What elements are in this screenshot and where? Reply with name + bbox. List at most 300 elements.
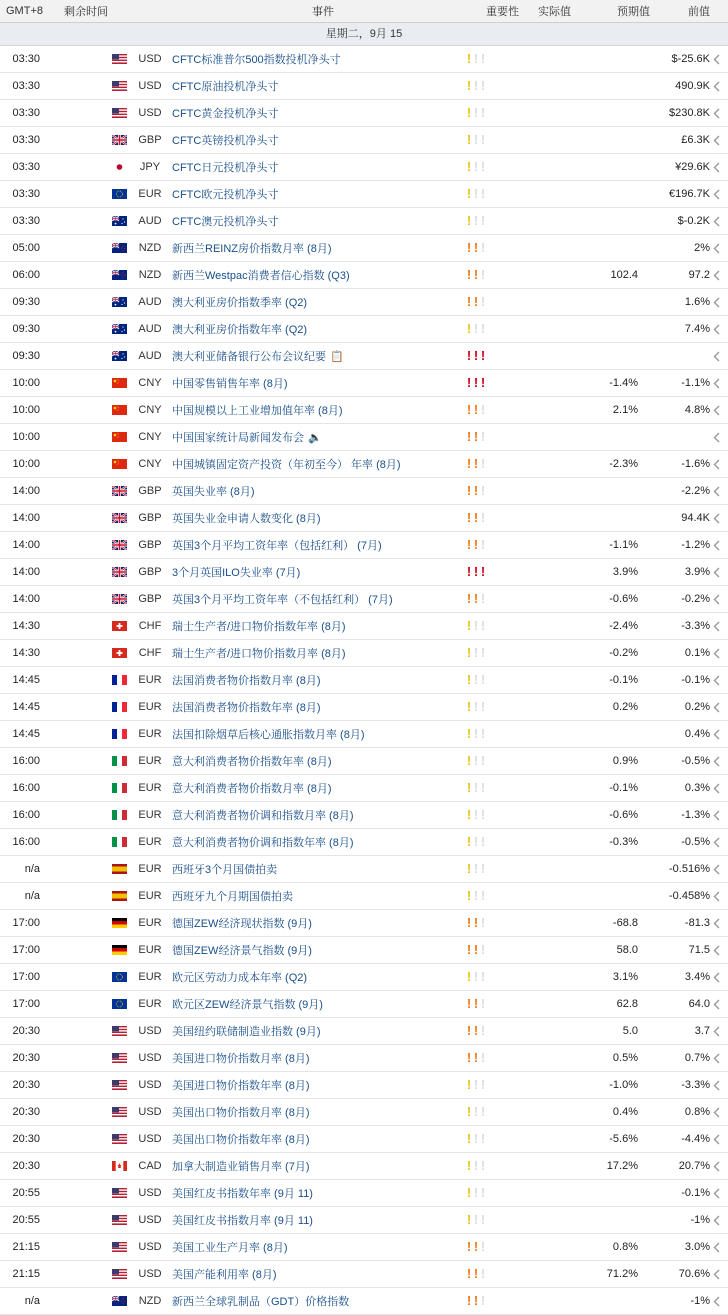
previous-value: $-0.2K [677,215,710,227]
previous-value: 3.0% [684,1241,710,1253]
event-name-label[interactable]: 澳大利亚储备银行公布会议纪要 [172,351,326,363]
event-name-label[interactable]: CFTC英镑投机净头寸 [172,135,279,147]
importance-bull-icon: ! [480,348,486,363]
event-row[interactable] [0,1180,728,1207]
previous-value: -1% [690,1214,710,1226]
event-row[interactable] [0,73,728,100]
chevron-left-icon[interactable] [710,1134,728,1145]
event-name-label[interactable]: 加拿大制造业销售月率 (7月) [172,1161,310,1173]
event-name-label[interactable]: CFTC欧元投机净头寸 [172,189,279,201]
event-row[interactable] [0,1288,728,1315]
importance-icons [466,566,514,578]
event-name-label[interactable]: 美国进口物价指数月率 (8月) [172,1053,310,1065]
flag-cell [112,216,128,226]
chevron-left-icon[interactable] [710,162,728,173]
forecast-value: 71.2% [606,1268,638,1280]
event-row[interactable] [0,1126,728,1153]
event-row[interactable] [0,424,728,451]
event-row[interactable] [0,1099,728,1126]
event-name-label[interactable]: 美国产能利用率 (8月) [172,1269,277,1281]
event-row[interactable] [0,748,728,775]
chevron-left-icon[interactable] [710,648,728,659]
forecast-value: 102.4 [610,269,638,281]
chevron-left-icon[interactable] [710,918,728,929]
event-time: 20:30 [12,1160,40,1172]
importance-bull-icon: ! [466,1077,472,1092]
chevron-left-icon[interactable] [710,378,728,389]
importance-bull-icon: ! [466,1104,472,1119]
event-name[interactable] [172,186,466,202]
eu-flag-icon [112,189,127,199]
importance-bull-icon: ! [466,861,472,876]
event-row[interactable] [0,316,728,343]
forecast-value: 0.8% [612,1241,638,1253]
event-name-label[interactable]: 美国出口物价指数月率 (8月) [172,1107,310,1119]
flag-cell [112,621,128,631]
event-name[interactable] [172,1239,466,1255]
event-name[interactable] [172,672,466,688]
event-time: 16:00 [12,809,40,821]
event-name[interactable] [172,132,466,148]
importance-bull-icon: ! [480,267,486,282]
event-name-label[interactable]: CFTC澳元投机净头寸 [172,216,279,228]
event-name-label[interactable]: 澳大利亚房价指数年率 (Q2) [172,324,308,336]
chevron-left-icon[interactable] [710,81,728,92]
event-name[interactable] [172,429,466,445]
event-name-label[interactable]: 西班牙3个月国债拍卖 [172,864,278,876]
event-time: 14:30 [12,620,40,632]
it-flag-icon [112,837,127,847]
event-name-label[interactable]: 中国国家统计局新闻发布会 [172,432,304,444]
event-name-label[interactable]: 美国纽约联储制造业指数 (9月) [172,1026,321,1038]
us-flag-icon [112,108,127,118]
event-name[interactable] [172,1131,466,1147]
flag-cell [112,1134,128,1144]
importance-bull-icon: ! [473,429,479,444]
currency: USD [138,1241,162,1253]
currency: USD [138,1106,162,1118]
importance-bull-icon: ! [473,132,479,147]
event-name[interactable] [172,348,466,364]
event-row[interactable] [0,883,728,910]
event-name[interactable] [172,1104,466,1120]
event-name[interactable] [172,969,466,985]
event-name[interactable] [172,1023,466,1039]
chevron-left-icon[interactable] [710,297,728,308]
chevron-left-icon[interactable] [710,54,728,65]
flag-cell [112,756,128,766]
event-row[interactable] [0,370,728,397]
event-time: 09:30 [12,296,40,308]
event-row[interactable] [0,100,728,127]
chevron-left-icon[interactable] [710,837,728,848]
event-name[interactable] [172,375,466,391]
chevron-left-icon[interactable] [710,108,728,119]
event-name[interactable] [172,1050,466,1066]
importance-bull-icon: ! [480,1077,486,1092]
event-time: 20:30 [12,1106,40,1118]
chevron-left-icon[interactable] [710,567,728,578]
chevron-left-icon[interactable] [710,756,728,767]
event-name[interactable] [172,618,466,634]
event-name[interactable] [172,699,466,715]
event-name-label[interactable]: 意大利消费者物价调和指数年率 (8月) [172,837,354,849]
flag-cell [112,432,128,442]
flag-cell [112,351,128,361]
importance-bull-icon: ! [466,915,472,930]
importance-icons [466,53,514,65]
event-name-label[interactable]: 新西兰全球乳制品（GDT）价格指数 [172,1296,350,1308]
importance-icons [466,1295,514,1307]
event-row[interactable] [0,586,728,613]
event-row[interactable] [0,991,728,1018]
importance-bull-icon: ! [473,510,479,525]
flag-cell [112,702,128,712]
chevron-left-icon[interactable] [710,405,728,416]
event-row[interactable] [0,46,728,73]
event-name[interactable] [172,1158,466,1174]
importance-bull-icon: ! [466,834,472,849]
event-name-label[interactable]: 美国进口物价指数年率 (8月) [172,1080,310,1092]
importance-bull-icon: ! [466,240,472,255]
event-row[interactable] [0,127,728,154]
event-name[interactable] [172,645,466,661]
event-row[interactable] [0,910,728,937]
eu-flag-icon [112,972,127,982]
chevron-left-icon[interactable] [710,1053,728,1064]
importance-bull-icon: ! [480,1050,486,1065]
event-name[interactable] [172,861,466,877]
previous-value: 0.8% [684,1106,710,1118]
event-row[interactable] [0,451,728,478]
event-name-label[interactable]: 意大利消费者物价指数年率 (8月) [172,756,332,768]
chevron-left-icon[interactable] [710,1080,728,1091]
event-name-label[interactable]: 法国消费者物价指数月率 (8月) [172,675,321,687]
previous-value: 71.5 [688,944,710,956]
event-name-label[interactable]: 新西兰Westpac消费者信心指数 (Q3) [172,270,350,282]
chevron-left-icon[interactable] [710,621,728,632]
importance-bull-icon: ! [466,483,472,498]
chevron-left-icon[interactable] [710,1296,728,1307]
event-name[interactable] [172,537,466,553]
event-name-label[interactable]: 3个月英国ILO失业率 (7月) [172,567,301,579]
us-flag-icon [112,54,127,64]
chevron-left-icon[interactable] [710,864,728,875]
forecast-value: 2.1% [612,404,638,416]
previous-value: 0.2% [684,701,710,713]
event-name-label[interactable]: 英国3个月平均工资年率（包括红利） (7月) [172,540,382,552]
importance-bull-icon: ! [466,105,472,120]
event-row[interactable] [0,964,728,991]
event-name-label[interactable]: 中国零售销售年率 (8月) [172,378,288,390]
importance-bull-icon: ! [480,672,486,687]
importance-icons [466,674,514,686]
flag-cell [112,513,128,523]
event-row[interactable] [0,775,728,802]
importance-bull-icon: ! [480,429,486,444]
chevron-left-icon[interactable] [710,999,728,1010]
event-row[interactable] [0,721,728,748]
importance-bull-icon: ! [473,267,479,282]
event-name-label[interactable]: CFTC标准普尔500指数投机净头寸 [172,54,341,66]
de-flag-icon [112,945,127,955]
chevron-left-icon[interactable] [710,1269,728,1280]
us-flag-icon [112,1134,127,1144]
event-name[interactable] [172,159,466,175]
event-time: 05:00 [12,242,40,254]
event-row[interactable] [0,1045,728,1072]
event-name[interactable] [172,807,466,823]
importance-bull-icon: ! [473,483,479,498]
event-name-label[interactable]: 中国规模以上工业增加值年率 (8月) [172,405,343,417]
event-row[interactable] [0,640,728,667]
importance-bull-icon: ! [466,672,472,687]
chevron-left-icon[interactable] [710,486,728,497]
importance-icons [466,998,514,1010]
event-name[interactable] [172,294,466,310]
importance-bull-icon: ! [480,213,486,228]
chevron-left-icon[interactable] [710,1026,728,1037]
it-flag-icon [112,810,127,820]
event-row[interactable] [0,235,728,262]
event-name-label[interactable]: 欧元区ZEW经济景气指数 (9月) [172,999,323,1011]
previous-value: €196.7K [669,188,710,200]
currency: EUR [138,755,162,767]
chevron-left-icon[interactable] [710,189,728,200]
event-name-label[interactable]: CFTC日元投机净头寸 [172,162,279,174]
chevron-left-icon[interactable] [710,270,728,281]
event-name[interactable] [172,915,466,931]
event-row[interactable] [0,937,728,964]
event-name-label[interactable]: 澳大利亚房价指数季率 (Q2) [172,297,308,309]
event-name-label[interactable]: 德国ZEW经济景气指数 (9月) [172,945,312,957]
currency: GBP [138,566,162,578]
event-name-label[interactable]: 中国城镇固定资产投资（年初至今） 年率 (8月) [172,459,401,471]
event-row[interactable] [0,1153,728,1180]
event-name-label[interactable]: 美国红皮书指数月率 (9月 11) [172,1215,313,1227]
event-name[interactable] [172,591,466,607]
chevron-left-icon[interactable] [710,594,728,605]
es-flag-icon [112,864,127,874]
flag-cell [112,405,128,415]
event-row[interactable] [0,262,728,289]
chevron-left-icon[interactable] [710,243,728,254]
event-row[interactable] [0,154,728,181]
event-name[interactable] [172,942,466,958]
event-row[interactable] [0,1261,728,1288]
event-time: 20:30 [12,1133,40,1145]
event-name-label[interactable]: 法国消费者物价指数年率 (8月) [172,702,321,714]
importance-bull-icon: ! [480,1104,486,1119]
event-row[interactable] [0,1234,728,1261]
importance-icons [466,215,514,227]
importance-bull-icon: ! [466,159,472,174]
event-name[interactable] [172,321,466,337]
importance-bull-icon: ! [466,78,472,93]
chevron-left-icon[interactable] [710,945,728,956]
chevron-left-icon[interactable] [710,729,728,740]
flag-cell [112,486,128,496]
flag-cell [112,378,128,388]
event-name[interactable] [172,726,466,742]
importance-bull-icon: ! [466,132,472,147]
event-name[interactable] [172,780,466,796]
event-name[interactable] [172,456,466,472]
chevron-left-icon[interactable] [710,702,728,713]
header-importance: 重要性 [486,6,519,18]
chevron-left-icon[interactable] [710,1107,728,1118]
event-name-label[interactable]: 新西兰REINZ房价指数月率 (8月) [172,243,332,255]
importance-bull-icon: ! [473,1050,479,1065]
event-name-label[interactable]: CFTC黄金投机净头寸 [172,108,279,120]
fr-flag-icon [112,702,127,712]
event-row[interactable] [0,532,728,559]
event-row[interactable] [0,1018,728,1045]
previous-value: 1.6% [684,296,710,308]
event-name[interactable] [172,1185,466,1201]
chevron-left-icon[interactable] [710,1161,728,1172]
event-name-label[interactable]: 英国失业金申请人数变化 (8月) [172,513,321,525]
event-name-label[interactable]: 美国出口物价指数年率 (8月) [172,1134,310,1146]
event-name-label[interactable]: 意大利消费者物价调和指数月率 (8月) [172,810,354,822]
previous-value: -0.2% [681,593,710,605]
event-name[interactable] [172,1293,466,1309]
event-row[interactable] [0,559,728,586]
flag-cell [112,1026,128,1036]
chevron-left-icon[interactable] [710,324,728,335]
previous-value: -4.4% [681,1133,710,1145]
event-name[interactable] [172,888,466,904]
cn-flag-icon [112,432,127,442]
chevron-left-icon[interactable] [710,1188,728,1199]
event-name[interactable] [172,105,466,121]
us-flag-icon [112,81,127,91]
header-timezone[interactable]: GMT+8 [6,5,43,17]
importance-bull-icon: ! [480,996,486,1011]
importance-icons [466,350,514,362]
event-row[interactable] [0,343,728,370]
chevron-left-icon[interactable] [710,216,728,227]
event-name[interactable] [172,213,466,229]
us-flag-icon [112,1080,127,1090]
chevron-left-icon[interactable] [710,459,728,470]
currency: CAD [138,1160,162,1172]
importance-icons [466,269,514,281]
event-name[interactable] [172,753,466,769]
event-name[interactable] [172,483,466,499]
event-time: 09:30 [12,350,40,362]
event-name[interactable] [172,510,466,526]
event-name[interactable] [172,78,466,94]
event-row[interactable] [0,613,728,640]
event-row[interactable] [0,505,728,532]
event-name-label[interactable]: 美国红皮书指数年率 (9月 11) [172,1188,313,1200]
event-name-label[interactable]: 英国失业率 (8月) [172,486,255,498]
event-row[interactable] [0,181,728,208]
chevron-left-icon[interactable] [710,783,728,794]
event-name[interactable] [172,267,466,283]
importance-icons [466,1160,514,1172]
chevron-left-icon[interactable] [710,1215,728,1226]
event-row[interactable] [0,478,728,505]
importance-bull-icon: ! [466,1050,472,1065]
currency: USD [138,1052,162,1064]
flag-cell [112,810,128,820]
flag-cell [112,945,128,955]
importance-bull-icon: ! [480,564,486,579]
chevron-left-icon[interactable] [710,432,728,443]
importance-bull-icon: ! [473,942,479,957]
chevron-left-icon[interactable] [710,351,728,362]
event-row[interactable] [0,1072,728,1099]
importance-icons [466,1052,514,1064]
chevron-left-icon[interactable] [710,1242,728,1253]
event-name[interactable] [172,834,466,850]
event-name[interactable] [172,402,466,418]
event-name-label[interactable]: 西班牙九个月期国债拍卖 [172,891,293,903]
event-name-label[interactable]: 意大利消费者物价指数月率 (8月) [172,783,332,795]
event-row[interactable] [0,667,728,694]
event-name[interactable] [172,51,466,67]
currency: EUR [138,782,162,794]
event-name-label[interactable]: 德国ZEW经济现状指数 (9月) [172,918,312,930]
event-name-label[interactable]: 美国工业生产月率 (8月) [172,1242,288,1254]
importance-icons [466,620,514,632]
importance-bull-icon: ! [480,699,486,714]
chevron-left-icon[interactable] [710,513,728,524]
event-row[interactable] [0,208,728,235]
event-name[interactable] [172,996,466,1012]
chevron-left-icon[interactable] [710,540,728,551]
chevron-left-icon[interactable] [710,810,728,821]
importance-icons [466,755,514,767]
event-name[interactable] [172,1077,466,1093]
event-name[interactable] [172,240,466,256]
event-time: 03:30 [12,80,40,92]
event-row[interactable] [0,856,728,883]
event-row[interactable] [0,1207,728,1234]
event-row[interactable] [0,289,728,316]
event-name-label[interactable]: CFTC原油投机净头寸 [172,81,279,93]
previous-value: £6.3K [681,134,710,146]
chevron-left-icon[interactable] [710,135,728,146]
event-name-label[interactable]: 英国3个月平均工资年率（不包括红利） (7月) [172,594,393,606]
event-row[interactable] [0,397,728,424]
event-name[interactable] [172,564,466,580]
event-name-label[interactable]: 瑞士生产者/进口物价指数年率 (8月) [172,621,346,633]
event-time: 14:00 [12,593,40,605]
event-name-label[interactable]: 瑞士生产者/进口物价指数月率 (8月) [172,648,346,660]
flag-cell [112,1296,128,1306]
event-time: 16:00 [12,755,40,767]
event-row[interactable] [0,802,728,829]
event-name-label[interactable]: 法国扣除烟草后核心通胀指数月率 (8月) [172,729,365,741]
gb-flag-icon [112,513,127,523]
ca-flag-icon [112,1161,127,1171]
chevron-left-icon[interactable] [710,675,728,686]
chevron-left-icon[interactable] [710,972,728,983]
event-row[interactable] [0,694,728,721]
event-time: n/a [24,1295,40,1307]
chevron-left-icon[interactable] [710,891,728,902]
event-time: 10:00 [12,404,40,416]
flag-cell [112,783,128,793]
event-name-label[interactable]: 欧元区劳动力成本年率 (Q2) [172,972,308,984]
importance-bull-icon: ! [466,429,472,444]
event-row[interactable] [0,829,728,856]
event-time: 20:30 [12,1079,40,1091]
event-name[interactable] [172,1212,466,1228]
